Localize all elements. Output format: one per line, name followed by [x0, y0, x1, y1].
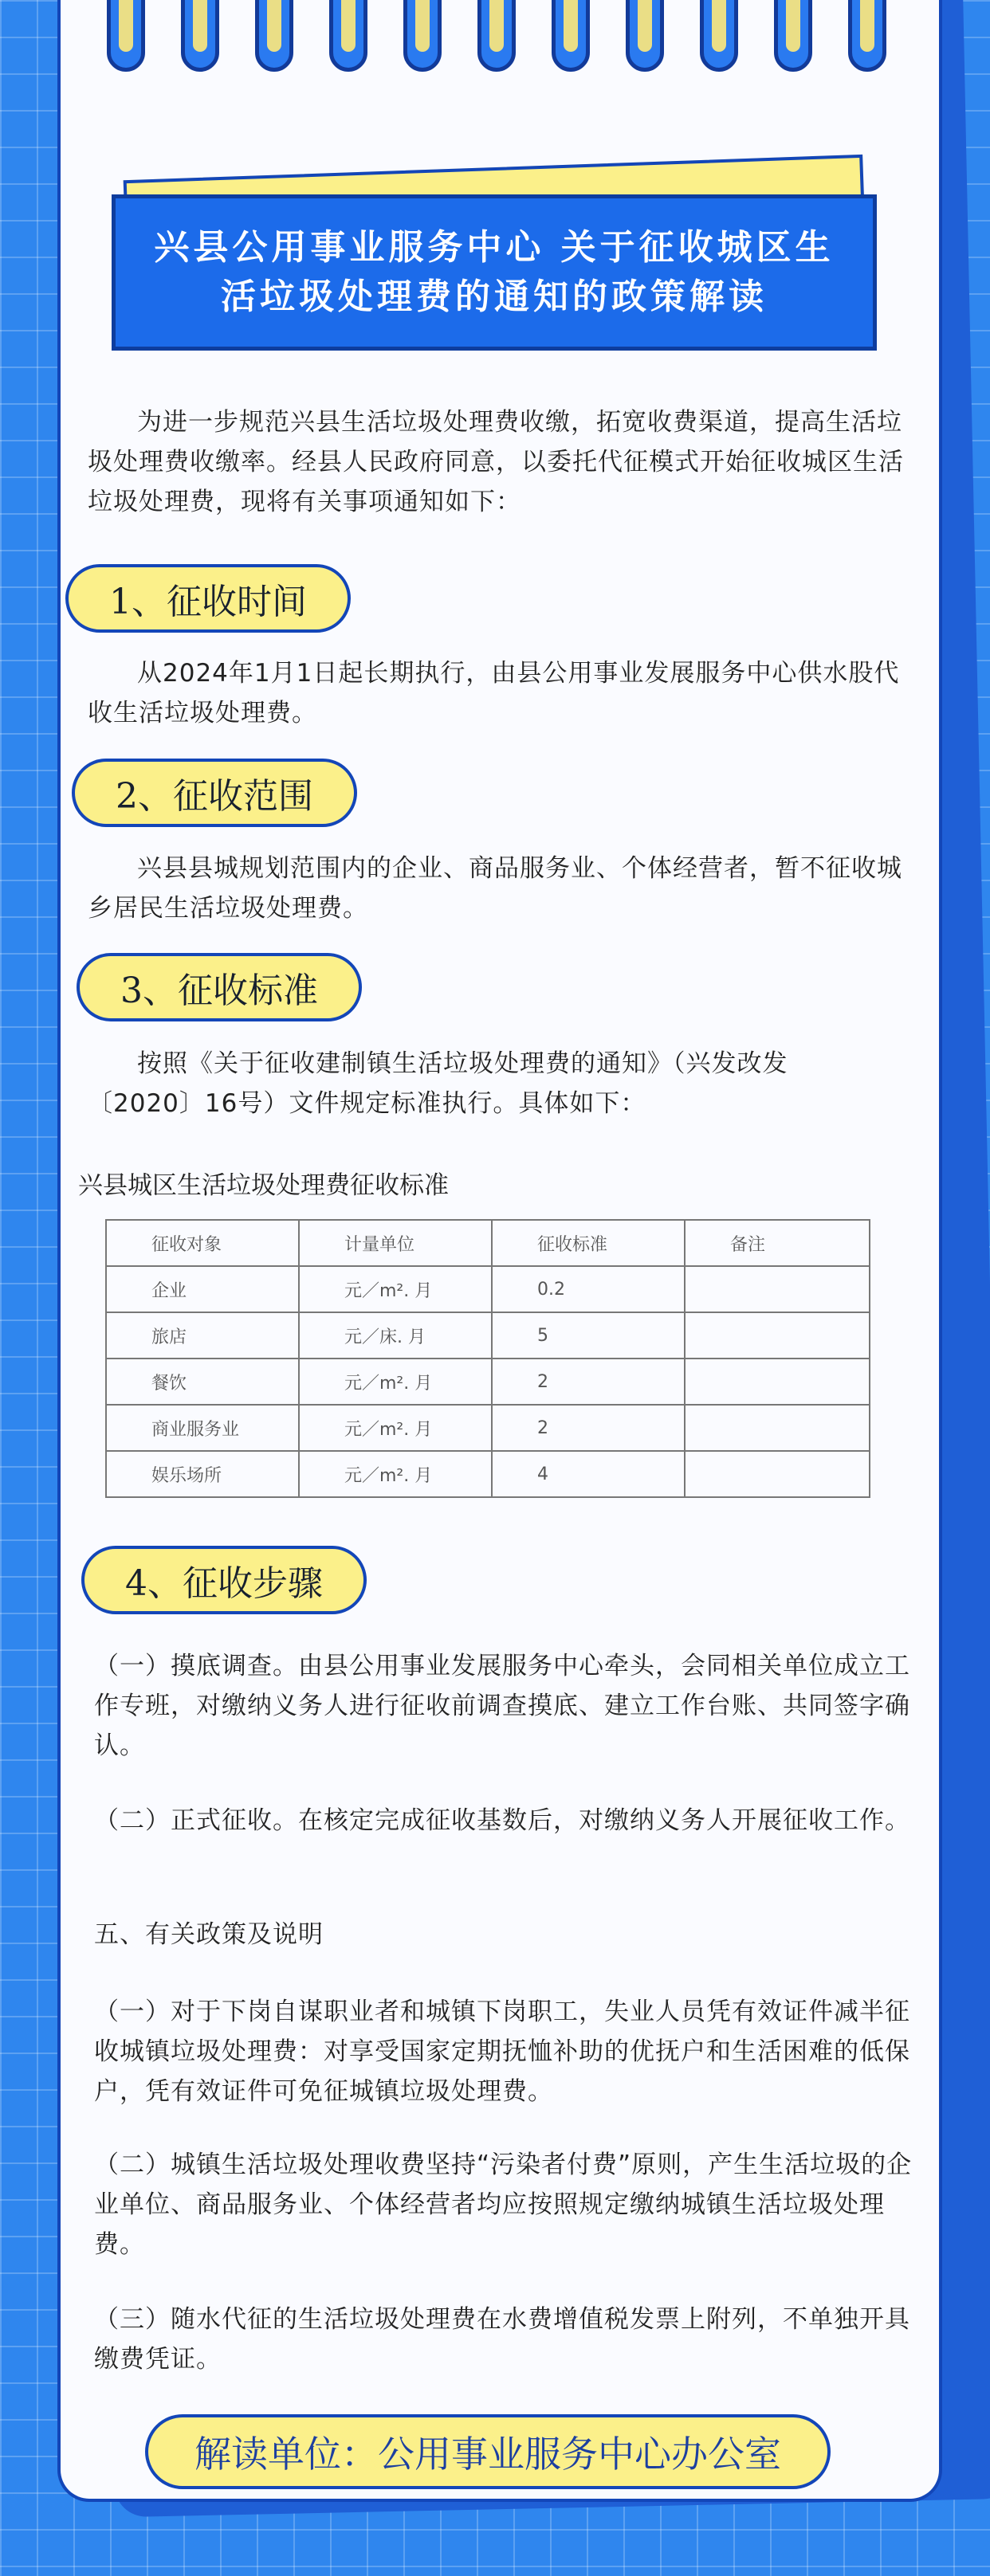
- table-cell: 娱乐场所: [106, 1451, 299, 1497]
- binder-ring: [552, 0, 590, 72]
- table-header-cell: 备注: [685, 1220, 870, 1266]
- table-cell: 元／m². 月: [299, 1451, 492, 1497]
- intro-paragraph: 为进一步规范兴县生活垃圾处理费收缴，拓宽收费渠道，提高生活垃圾处理费收缴率。经县人民政府同意，以委托代征模式开始征收城区生活垃圾处理费，现将有关事项通知如下：: [88, 408, 904, 516]
- binder-ring: [255, 0, 293, 72]
- table-cell: [685, 1359, 870, 1405]
- table-cell: 企业: [106, 1266, 299, 1312]
- binder-ring: [403, 0, 442, 72]
- step-paragraph: （一）摸底调查。由县公用事业发展服务中心牵头，会同相关单位成立工作专班，对缴纳义务人进行征收前调查摸底、建立工作台账、共同签字确认。: [94, 1652, 910, 1760]
- table-cell: 2: [492, 1405, 685, 1451]
- table-row: [106, 1451, 870, 1497]
- table-cell: [685, 1451, 870, 1497]
- binder-ring: [774, 0, 812, 72]
- binder-ring: [477, 0, 516, 72]
- table-header-cell: 计量单位: [299, 1220, 492, 1266]
- table-cell: 旅店: [106, 1312, 299, 1359]
- table-caption: 兴县城区生活垃圾处理费征收标准: [78, 1171, 449, 1200]
- binder-rings: [0, 0, 990, 76]
- table-row: [106, 1312, 870, 1359]
- table-cell: [685, 1405, 870, 1451]
- table-cell: 元／m². 月: [299, 1405, 492, 1451]
- table-cell: 5: [492, 1312, 685, 1359]
- section-text-time: 从2024年1月1日起长期执行，由县公用事业发展服务中心供水股代收生活垃圾处理费。: [88, 659, 900, 727]
- table-cell: [685, 1266, 870, 1312]
- binder-ring: [848, 0, 886, 72]
- table-cell: 4: [492, 1451, 685, 1497]
- section-text-standard: 按照《关于征收建制镇生活垃圾处理费的通知》（兴发改发〔2020〕16号）文件规定标准执行。具体如下：: [88, 1049, 788, 1118]
- policy-paragraph: （二）城镇生活垃圾处理收费坚持“污染者付费”原则，产生生活垃圾的企业单位、商品服务业、个体经营者均应按照规定缴纳城镇生活垃圾处理费。: [94, 2151, 913, 2259]
- footer-badge: 解读单位：公用事业服务中心办公室: [145, 2414, 831, 2489]
- section-heading-standard: 3、征收标准: [77, 953, 362, 1021]
- table-header-row: [106, 1220, 870, 1266]
- fee-standard-table: [105, 1219, 870, 1498]
- table-cell: 元／床. 月: [299, 1312, 492, 1359]
- table-header-cell: 征收对象: [106, 1220, 299, 1266]
- binder-ring: [107, 0, 145, 72]
- section-text-scope: 兴县县城规划范围内的企业、商品服务业、个体经营者，暂不征收城乡居民生活垃圾处理费。: [88, 854, 902, 923]
- title-banner: [112, 167, 877, 359]
- table-cell: 餐饮: [106, 1359, 299, 1405]
- table-row: [106, 1405, 870, 1451]
- section-heading-steps: 4、征收步骤: [81, 1546, 367, 1614]
- page-title: 兴县公用事业服务中心 关于征收城区生活垃圾处理费的通知的政策解读: [154, 227, 835, 317]
- section-heading-time: 1、征收时间: [65, 564, 351, 633]
- title-box: [112, 194, 877, 351]
- table-cell: 元／m². 月: [299, 1359, 492, 1405]
- binder-ring: [626, 0, 664, 72]
- step-paragraph: （二）正式征收。在核定完成征收基数后，对缴纳义务人开展征收工作。: [94, 1806, 910, 1835]
- table-row: [106, 1359, 870, 1405]
- table-header-cell: 征收标准: [492, 1220, 685, 1266]
- binder-ring: [181, 0, 219, 72]
- table-cell: [685, 1312, 870, 1359]
- section-heading-scope: 2、征收范围: [72, 759, 357, 827]
- table-cell: 商业服务业: [106, 1405, 299, 1451]
- table-row: [106, 1266, 870, 1312]
- binder-ring: [700, 0, 738, 72]
- table-cell: 2: [492, 1359, 685, 1405]
- policy-paragraph: （一）对于下岗自谋职业者和城镇下岗职工，失业人员凭有效证件减半征收城镇垃圾处理费：对享受国家定期抚恤补助的优抚户和生活困难的低保户，凭有效证件可免征城镇垃圾处理费。: [94, 1998, 910, 2106]
- policy-paragraph: （三）随水代征的生活垃圾处理费在水费增值税发票上附列，不单独开具缴费凭证。: [94, 2305, 910, 2374]
- policy-heading: 五、有关政策及说明: [94, 1920, 324, 1949]
- table-cell: 元／m². 月: [299, 1266, 492, 1312]
- binder-ring: [329, 0, 367, 72]
- table-cell: 0.2: [492, 1266, 685, 1312]
